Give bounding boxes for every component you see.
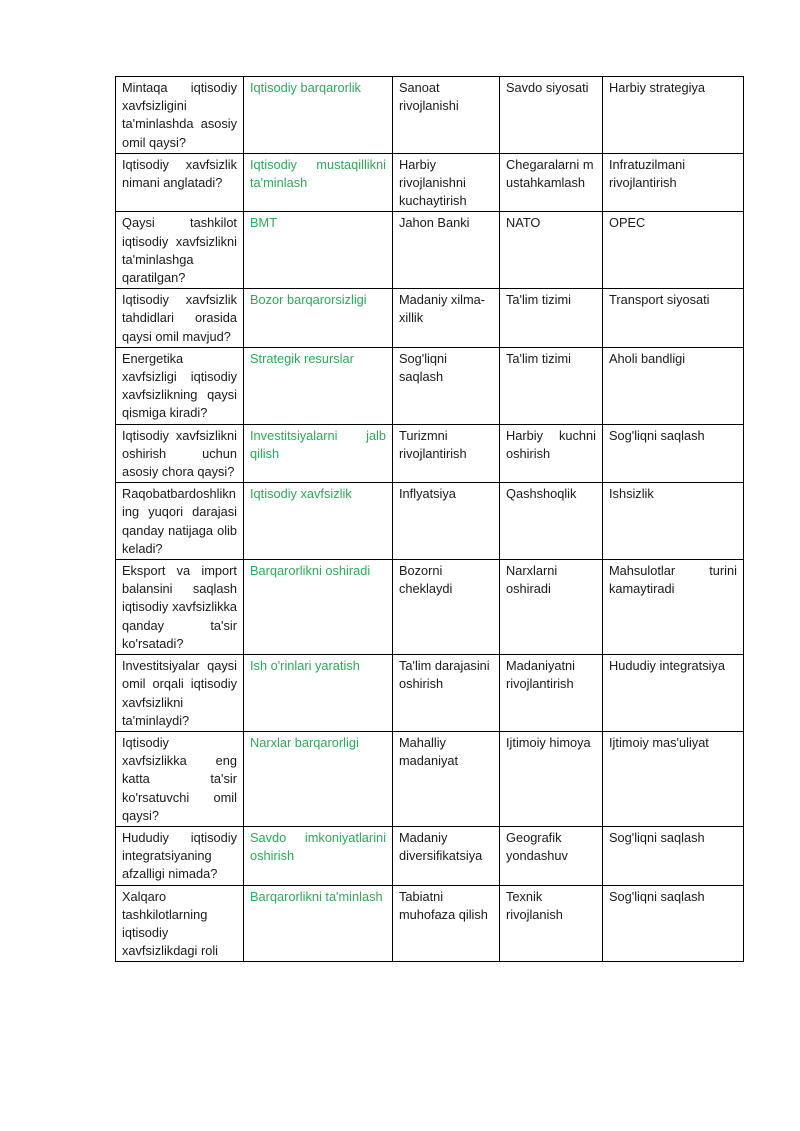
option-cell: Aholi bandligi: [603, 347, 744, 424]
correct-answer-cell: Barqarorlikni ta'minlash: [244, 885, 393, 962]
option-cell: Madaniy diversifikatsiya: [393, 826, 500, 885]
table-row: [116, 153, 744, 212]
question-cell: Energetika xavfsizligi iqtisodiy xavfsizlikning qaysi qismiga kiradi?: [116, 347, 244, 424]
table-row: [116, 560, 744, 655]
option-cell: Sog'liqni saqlash: [603, 424, 744, 483]
table-row: [116, 289, 744, 348]
correct-answer-cell: BMT: [244, 212, 393, 289]
option-cell: Ta'lim tizimi: [500, 289, 603, 348]
table-row: [116, 826, 744, 885]
question-cell: Investitsiyalar qaysi omil orqali iqtisodiy xavfsizlikni ta'minlaydi?: [116, 655, 244, 732]
quiz-table: [115, 76, 744, 962]
question-cell: Qaysi tashkilot iqtisodiy xavfsizlikni ta'minlashga qaratilgan?: [116, 212, 244, 289]
option-cell: Transport siyosati: [603, 289, 744, 348]
option-cell: Ta'lim tizimi: [500, 347, 603, 424]
document-page: [115, 76, 743, 962]
correct-answer-cell: Iqtisodiy mustaqillikni ta'minlash: [244, 153, 393, 212]
option-cell: Geografik yondashuv: [500, 826, 603, 885]
question-cell: Iqtisodiy xavfsizlik nimani anglatadi?: [116, 153, 244, 212]
question-cell: Mintaqa iqtisodiy xavfsizligini ta'minlashda asosiy omil qaysi?: [116, 77, 244, 154]
option-cell: Bozorni cheklaydi: [393, 560, 500, 655]
correct-answer-cell: Investitsiyalarni jalb qilish: [244, 424, 393, 483]
option-cell: Harbiy strategiya: [603, 77, 744, 154]
option-cell: Tabiatni muhofaza qilish: [393, 885, 500, 962]
option-cell: NATO: [500, 212, 603, 289]
option-cell: Texnik rivojlanish: [500, 885, 603, 962]
option-cell: Sog'liqni saqlash: [603, 826, 744, 885]
correct-answer-cell: Savdo imkoniyatlarini oshirish: [244, 826, 393, 885]
question-cell: Iqtisodiy xavfsizlikka eng katta ta'sir ko'rsatuvchi omil qaysi?: [116, 731, 244, 826]
option-cell: Savdo siyosati: [500, 77, 603, 154]
correct-answer-cell: Bozor barqarorsizligi: [244, 289, 393, 348]
option-cell: Madaniyatni rivojlantirish: [500, 655, 603, 732]
question-cell: Iqtisodiy xavfsizlik tahdidlari orasida qaysi omil mavjud?: [116, 289, 244, 348]
option-cell: Infratuzilmani rivojlantirish: [603, 153, 744, 212]
option-cell: Ijtimoiy mas'uliyat: [603, 731, 744, 826]
option-cell: Ishsizlik: [603, 483, 744, 560]
question-cell: Iqtisodiy xavfsizlikni oshirish uchun asosiy chora qaysi?: [116, 424, 244, 483]
correct-answer-cell: Narxlar barqarorligi: [244, 731, 393, 826]
table-row: [116, 483, 744, 560]
correct-answer-cell: Iqtisodiy xavfsizlik: [244, 483, 393, 560]
table-row: [116, 212, 744, 289]
option-cell: Sog'liqni saqlash: [603, 885, 744, 962]
option-cell: Mahsulotlar turini kamaytiradi: [603, 560, 744, 655]
option-cell: Harbiy rivojlanishni kuchaytirish: [393, 153, 500, 212]
question-cell: Hududiy iqtisodiy integratsiyaning afzalligi nimada?: [116, 826, 244, 885]
question-cell: Raqobatbardoshlikning yuqori darajasi qanday natijaga olib keladi?: [116, 483, 244, 560]
option-cell: Ta'lim darajasini oshirish: [393, 655, 500, 732]
option-cell: Mahalliy madaniyat: [393, 731, 500, 826]
correct-answer-cell: Strategik resurslar: [244, 347, 393, 424]
table-row: [116, 731, 744, 826]
table-row: [116, 885, 744, 962]
option-cell: Harbiy kuchni oshirish: [500, 424, 603, 483]
option-cell: Qashshoqlik: [500, 483, 603, 560]
option-cell: Hududiy integratsiya: [603, 655, 744, 732]
question-cell: Eksport va import balansini saqlash iqtisodiy xavfsizlikka qanday ta'sir ko'rsatadi?: [116, 560, 244, 655]
table-row: [116, 655, 744, 732]
question-cell: Xalqaro tashkilotlarning iqtisodiy xavfsizlikdagi roli: [116, 885, 244, 962]
correct-answer-cell: Iqtisodiy barqarorlik: [244, 77, 393, 154]
option-cell: Narxlarni oshiradi: [500, 560, 603, 655]
option-cell: Madaniy xilma-xillik: [393, 289, 500, 348]
option-cell: Jahon Banki: [393, 212, 500, 289]
option-cell: Inflyatsiya: [393, 483, 500, 560]
table-row: [116, 347, 744, 424]
option-cell: Sog'liqni saqlash: [393, 347, 500, 424]
table-row: [116, 77, 744, 154]
correct-answer-cell: Ish o'rinlari yaratish: [244, 655, 393, 732]
correct-answer-cell: Barqarorlikni oshiradi: [244, 560, 393, 655]
option-cell: Sanoat rivojlanishi: [393, 77, 500, 154]
option-cell: Ijtimoiy himoya: [500, 731, 603, 826]
table-row: [116, 424, 744, 483]
option-cell: Chegaralarni mustahkamlash: [500, 153, 603, 212]
option-cell: Turizmni rivojlantirish: [393, 424, 500, 483]
option-cell: OPEC: [603, 212, 744, 289]
